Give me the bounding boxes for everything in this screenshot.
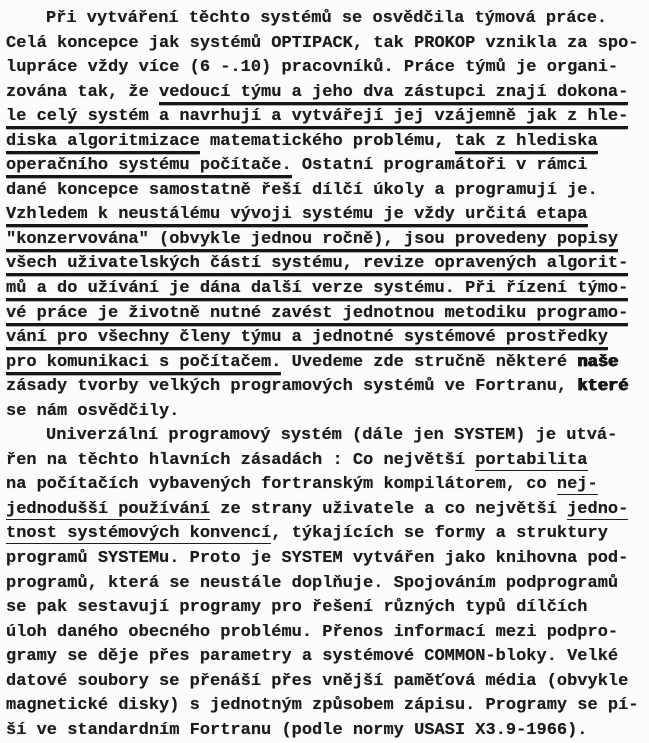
underlined-text: le celý systém a navrhují a vytvářejí jej vzájemně jak z hle-	[6, 107, 628, 129]
text-line	[6, 351, 647, 376]
underlined-text: tak z hlediska	[455, 132, 598, 154]
text-segment: ší ve standardním Fortranu (podle normy USASI X3.9-1966).	[6, 720, 588, 740]
underlined-text: jednodušší používání	[6, 499, 211, 519]
text-line	[6, 522, 647, 547]
text-segment: Ostatní programátoři v rámci	[291, 156, 588, 176]
text-segment: naše	[577, 352, 619, 372]
text-segment: lupráce vždy více (6 -.10) pracovníků. Práce týmů je organi-	[6, 58, 619, 78]
text-line	[6, 326, 647, 351]
underlined-text: vé práce je životně nutné zavést jednotnou metodiku programo-	[6, 304, 628, 326]
text-line	[6, 154, 647, 179]
text-line	[6, 32, 647, 57]
text-line	[6, 670, 647, 695]
text-segment: řen na těchto hlavních zásadách : Co největší	[6, 450, 476, 470]
text-segment: Univerzální programový systém (dále jen SYSTEM) je utvá-	[46, 426, 618, 446]
text-line	[6, 7, 647, 32]
text-line	[6, 498, 647, 523]
text-segment: úloh daného obecného problému. Přenos informací mezi podpro-	[6, 622, 619, 642]
underlined-text: Vzhledem k neustálému vývoji systému je vždy určitá etapa	[6, 205, 588, 227]
text-line	[6, 572, 647, 597]
text-segment: ze strany uživatele a co největší	[210, 499, 568, 519]
text-line	[6, 400, 647, 425]
underlined-text: jedno-	[567, 499, 629, 519]
underlined-text: "konzervována" (obvykle jednou ročně), jsou provedeny popisy	[6, 230, 618, 252]
text-line	[6, 81, 647, 106]
text-segment: které	[577, 377, 629, 397]
text-line	[6, 228, 647, 253]
underlined-text: nej-	[556, 475, 598, 495]
underlined-text: mů a do užívání je dána další verze systému. Při řízení týmo-	[6, 279, 628, 301]
text-line	[6, 449, 647, 474]
text-segment: se pak sestavují programy pro řešení různých typů dílčích	[6, 598, 588, 618]
text-line	[6, 547, 647, 572]
text-line	[6, 694, 647, 719]
text-line	[6, 130, 647, 155]
text-segment: Při vytváření těchto systémů se osvědčila týmová práce.	[46, 9, 608, 28]
text-line	[6, 277, 647, 302]
text-segment: Celá koncepce jak systémů OPTIPACK, tak PROKOP vznikla za spo-	[6, 33, 639, 53]
text-line	[6, 375, 647, 400]
text-segment: , týkajících se formy a struktury	[271, 524, 608, 544]
text-segment: Uvedeme zde stručně některé	[281, 352, 578, 372]
text-segment: gramy se děje přes parametry a systémové COMMON-bloky. Velké	[6, 647, 619, 667]
underlined-text: tnost systémových konvencí	[6, 524, 272, 544]
underlined-text: operačního systému počítače.	[6, 156, 292, 178]
text-segment: na počítačích vybavených fortranským kompilátorem, co	[6, 475, 557, 495]
text-line	[6, 56, 647, 81]
text-line	[6, 179, 647, 204]
text-segment: programů, která se neustále doplňuje. Spojováním podprogramů	[6, 573, 619, 593]
text-segment: se nám osvědčily.	[6, 401, 180, 421]
text-line	[6, 203, 647, 228]
underlined-text: pro komunikaci s počítačem.	[6, 353, 281, 375]
text-segment: zásady tvorby velkých programových systémů ve Fortranu,	[6, 377, 578, 397]
text-segment: programů SYSTEMu. Proto je SYSTEM vytvářen jako knihovna pod-	[6, 549, 629, 569]
text-segment: zována tak, že	[6, 82, 160, 102]
text-segment: matematického problému,	[199, 131, 455, 151]
underlined-text: portabilita	[475, 450, 588, 470]
underlined-text: vedoucí týmu a jeho dva zástupci znají dokona-	[159, 83, 628, 105]
text-segment: datové soubory se přenáší přes vnější paměťová média (obvykle	[6, 671, 629, 691]
text-line	[6, 473, 647, 498]
text-line	[6, 252, 647, 277]
text-line	[6, 621, 647, 646]
text-line	[6, 719, 647, 743]
text-line	[6, 424, 647, 449]
underlined-text: vání pro všechny členy týmu a jednotné systémové prostředky	[6, 328, 608, 350]
text-line	[6, 645, 647, 670]
text-segment: magnetické disky) s jednotným způsobem zápisu. Programy se pí-	[6, 696, 639, 716]
text-line	[6, 596, 647, 621]
text-line	[6, 105, 647, 130]
underlined-text: všech uživatelských částí systému, revize opravených algorit-	[6, 254, 628, 276]
text-segment: dané koncepce samostatně řeší dílčí úkoly a programují je.	[6, 180, 598, 200]
text-line	[6, 302, 647, 327]
underlined-text: diska algoritmizace	[6, 132, 200, 154]
